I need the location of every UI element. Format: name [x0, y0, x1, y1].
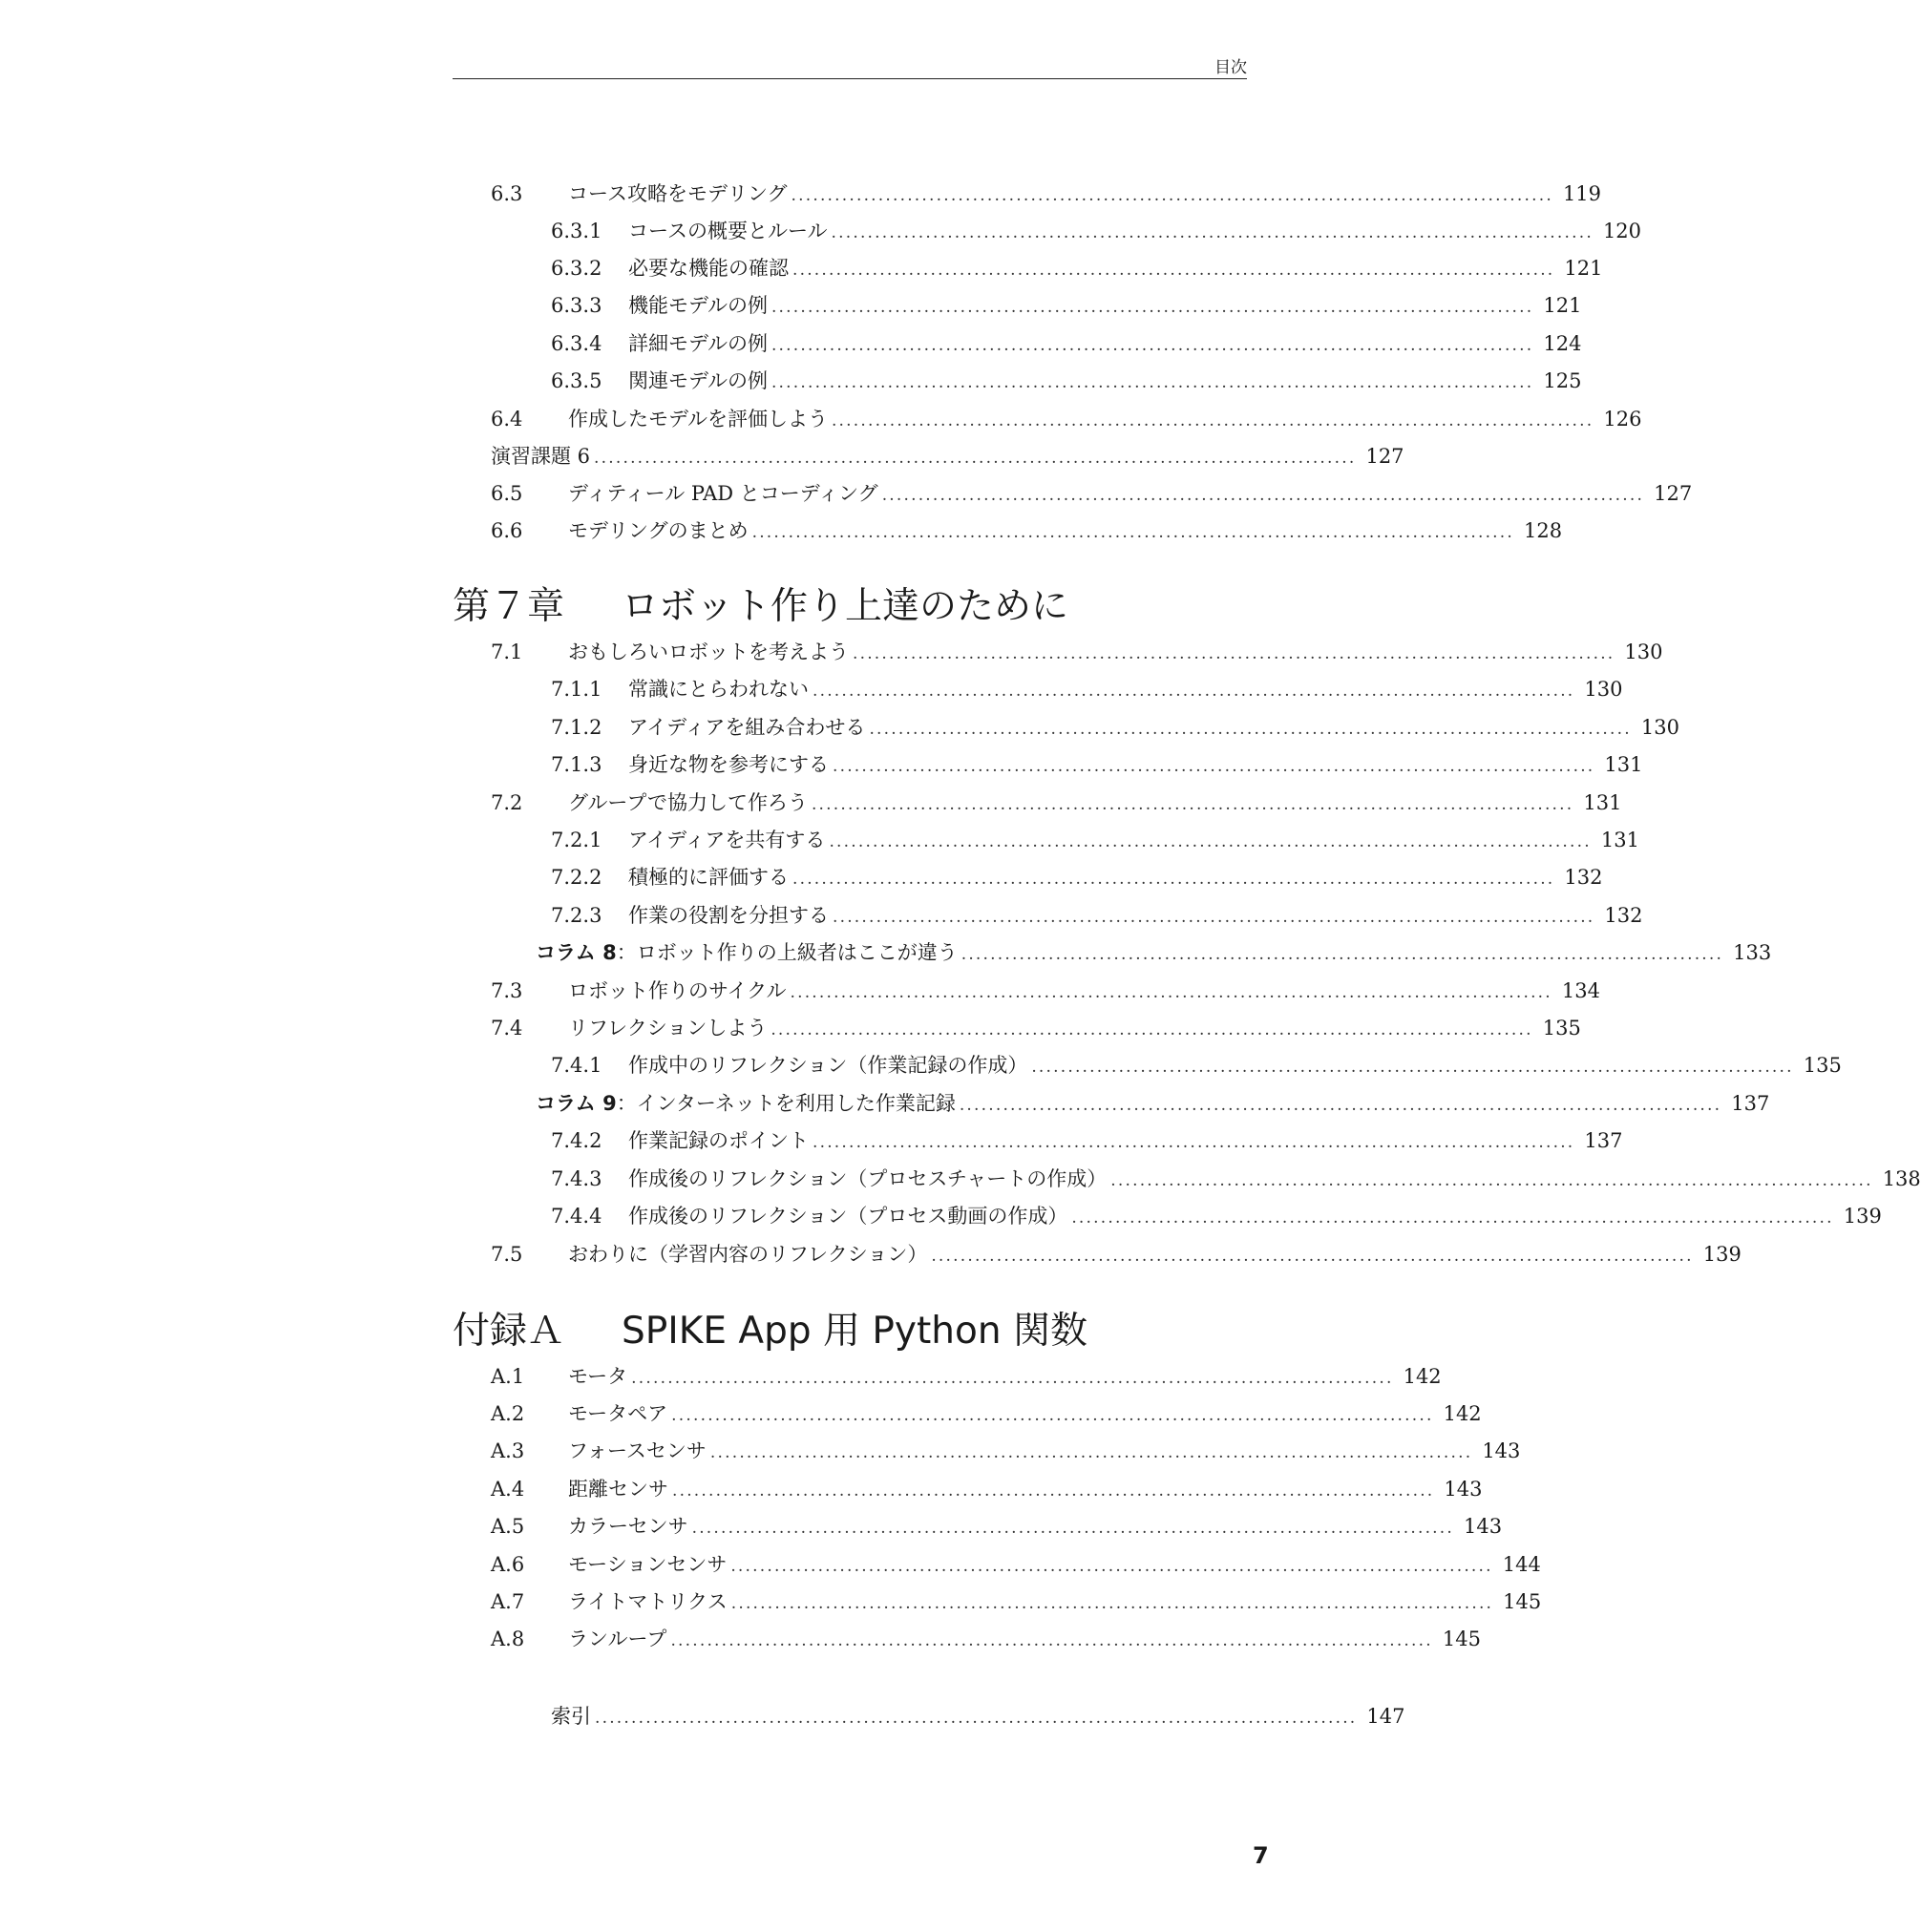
- toc-number: 6.3: [491, 182, 523, 205]
- toc-page: 145: [1442, 1628, 1481, 1650]
- toc-entry[interactable]: [0, 1512, 1503, 1541]
- dot-leader: .........................................................................................................: [853, 644, 1615, 663]
- toc-page: 131: [1583, 791, 1622, 814]
- toc-page: 127: [1654, 482, 1693, 505]
- toc-number: 6.3.1: [551, 220, 602, 242]
- toc-entry[interactable]: [0, 1202, 1882, 1230]
- toc-page: 134: [1561, 979, 1600, 1002]
- toc-entry[interactable]: [0, 291, 1582, 320]
- toc-page: 120: [1602, 220, 1642, 242]
- toc-number: A.7: [491, 1590, 525, 1613]
- toc-entry[interactable]: [0, 1240, 1742, 1269]
- toc-page: 142: [1443, 1402, 1482, 1425]
- toc-page: 131: [1600, 829, 1639, 851]
- dot-leader: .........................................................................................................: [771, 336, 1534, 355]
- toc-page: 126: [1603, 408, 1642, 430]
- toc-number: 6.6: [491, 519, 523, 542]
- toc-entry[interactable]: [0, 750, 1643, 779]
- toc-title: モデリングのまとめ: [568, 519, 749, 542]
- toc-entry[interactable]: [0, 479, 1693, 508]
- toc-page: 130: [1584, 678, 1623, 701]
- dot-leader: .........................................................................................................: [730, 1594, 1494, 1613]
- toc-number: A.3: [491, 1439, 525, 1462]
- toc-page: 119: [1562, 182, 1602, 205]
- toc-title: 作成後のリフレクション（プロセスチャートの作成）: [628, 1167, 1108, 1190]
- toc-number: 6.3.3: [551, 294, 602, 317]
- dot-leader: .........................................................................................................: [1031, 1058, 1794, 1077]
- toc-entry[interactable]: [0, 1475, 1483, 1503]
- toc-entry[interactable]: [0, 675, 1623, 704]
- column-label: コラム 8: [536, 941, 617, 964]
- toc-page: 143: [1444, 1478, 1483, 1501]
- toc-number: 7.2.2: [551, 866, 602, 889]
- dot-leader: .........................................................................................................: [595, 1709, 1358, 1728]
- toc-title: ロボット作りのサイクル: [568, 979, 787, 1002]
- toc-title: 作業記録のポイント: [628, 1129, 809, 1152]
- toc-number: 7.1: [491, 640, 523, 663]
- toc-title: 常識にとらわれない: [628, 678, 809, 701]
- toc-number: 6.3.5: [551, 369, 602, 392]
- toc-entry[interactable]: [0, 976, 1600, 1005]
- toc-title: フォースセンサ: [568, 1439, 707, 1462]
- toc-entry-column[interactable]: [0, 1089, 1770, 1118]
- toc-number: 6.3.4: [551, 332, 602, 355]
- dot-leader: .........................................................................................................: [931, 1247, 1694, 1266]
- toc-number: 7.4.4: [551, 1205, 602, 1228]
- toc-page: 138: [1882, 1167, 1921, 1190]
- toc-title: 演習課題 6: [491, 445, 591, 468]
- dot-leader: .........................................................................................................: [771, 1020, 1533, 1040]
- toc-page: 135: [1542, 1017, 1581, 1040]
- toc-number: A.4: [491, 1478, 525, 1501]
- toc-title: アイディアを共有する: [628, 829, 826, 851]
- toc-page: 142: [1403, 1365, 1442, 1388]
- toc-entry[interactable]: [0, 1362, 1442, 1391]
- toc-entry[interactable]: [0, 405, 1642, 433]
- toc-title: ディティール PAD とコーディング: [568, 482, 878, 505]
- toc-page: 143: [1464, 1515, 1503, 1538]
- dot-leader: .........................................................................................................: [1110, 1171, 1873, 1190]
- toc-number: 7.5: [491, 1243, 523, 1266]
- toc-number: A.2: [491, 1402, 525, 1425]
- appendix-heading[interactable]: [453, 1308, 1087, 1355]
- toc-title: ライトマトリクス: [568, 1590, 728, 1613]
- toc-page: 130: [1640, 716, 1679, 739]
- toc-title: ：インターネットを利用した作業記録: [616, 1092, 956, 1115]
- toc-title: 作成後のリフレクション（プロセス動画の作成）: [628, 1205, 1068, 1228]
- toc-number: A.1: [491, 1365, 525, 1388]
- toc-number: 7.2.1: [551, 829, 602, 851]
- toc-title: 身近な物を参考にする: [628, 753, 829, 776]
- toc-page: 125: [1543, 369, 1582, 392]
- toc-entry[interactable]: [0, 901, 1643, 930]
- toc-page: 135: [1803, 1054, 1842, 1077]
- toc-page: 130: [1624, 640, 1663, 663]
- toc-title: モーションセンサ: [568, 1553, 728, 1576]
- toc-title: 作成中のリフレクション（作業記録の作成）: [628, 1054, 1028, 1077]
- toc-title: 積極的に評価する: [628, 866, 789, 889]
- toc-page: 133: [1733, 941, 1772, 964]
- dot-leader: .........................................................................................................: [833, 908, 1595, 927]
- toc-number: 7.1.1: [551, 678, 602, 701]
- toc-title: コースの概要とルール: [628, 220, 828, 242]
- toc-title: カラーセンサ: [568, 1515, 688, 1538]
- toc-entry[interactable]: [0, 1165, 1921, 1193]
- chapter-heading[interactable]: [453, 583, 1068, 631]
- toc-title: 関連モデルの例: [628, 369, 768, 392]
- toc-page: 124: [1543, 332, 1582, 355]
- appendix-title: SPIKE App 用 Python 関数: [622, 1310, 1087, 1353]
- toc-title: おわりに（学習内容のリフレクション）: [568, 1243, 928, 1266]
- toc-page: 143: [1482, 1439, 1521, 1462]
- toc-title: 索引: [551, 1705, 591, 1728]
- toc-entry[interactable]: [0, 826, 1639, 854]
- toc-page: 145: [1503, 1590, 1542, 1613]
- toc-entry[interactable]: [0, 788, 1622, 817]
- chapter-label: 第７章: [453, 585, 565, 628]
- toc-number: 6.4: [491, 408, 523, 430]
- toc-entry[interactable]: [0, 713, 1679, 742]
- toc-number: 7.1.2: [551, 716, 602, 739]
- toc-title: 詳細モデルの例: [628, 332, 768, 355]
- appendix-label: 付録Ａ: [453, 1310, 565, 1353]
- dot-leader: .........................................................................................................: [771, 298, 1534, 317]
- toc-number: A.6: [491, 1553, 525, 1576]
- toc-entry-column[interactable]: [0, 938, 1772, 967]
- toc-entry[interactable]: [0, 1014, 1581, 1042]
- toc-entry[interactable]: [0, 1399, 1482, 1428]
- dot-leader: .........................................................................................................: [594, 449, 1357, 468]
- toc-page: 137: [1584, 1129, 1623, 1152]
- toc-page: 139: [1843, 1205, 1882, 1228]
- dot-leader: .........................................................................................................: [631, 1369, 1394, 1388]
- toc-number: A.5: [491, 1515, 525, 1538]
- toc-page: 132: [1604, 904, 1643, 927]
- toc-entry[interactable]: [0, 329, 1582, 358]
- toc-page: 137: [1731, 1092, 1770, 1115]
- dot-leader: .........................................................................................................: [813, 1133, 1575, 1152]
- toc-page: 121: [1564, 257, 1603, 280]
- toc-title: モータペア: [568, 1402, 668, 1425]
- toc-title: 作成したモデルを評価しよう: [568, 408, 828, 430]
- dot-leader: .........................................................................................................: [791, 186, 1553, 205]
- toc-page: 121: [1543, 294, 1582, 317]
- toc-title: ランループ: [568, 1628, 667, 1650]
- toc-page: 144: [1502, 1553, 1541, 1576]
- toc-title: 距離センサ: [568, 1478, 668, 1501]
- toc-page: 132: [1564, 866, 1603, 889]
- toc-entry[interactable]: [0, 442, 1404, 471]
- dot-leader: .........................................................................................................: [751, 523, 1514, 542]
- toc-entry[interactable]: [0, 367, 1582, 395]
- toc-entry[interactable]: [0, 217, 1642, 245]
- toc-entry[interactable]: [0, 1437, 1521, 1465]
- toc-title: コース攻略をモデリング: [568, 182, 788, 205]
- dot-leader: .........................................................................................................: [869, 720, 1632, 739]
- toc-title: ：ロボット作りの上級者はここが違う: [616, 941, 958, 964]
- dot-leader: .........................................................................................................: [771, 373, 1534, 392]
- running-head: [453, 53, 1247, 79]
- toc-page: 147: [1366, 1705, 1405, 1728]
- dot-leader: .........................................................................................................: [792, 870, 1555, 889]
- toc-entry[interactable]: [0, 1587, 1542, 1616]
- dot-leader: .........................................................................................................: [831, 223, 1594, 242]
- toc-entry[interactable]: [0, 516, 1563, 545]
- dot-leader: .........................................................................................................: [672, 1481, 1435, 1501]
- toc-entry[interactable]: [0, 254, 1603, 283]
- toc-page: 128: [1524, 519, 1563, 542]
- toc-number: 7.2: [491, 791, 523, 814]
- dot-leader: .........................................................................................................: [1071, 1208, 1834, 1228]
- toc-number: 7.4: [491, 1017, 523, 1040]
- toc-page: 131: [1604, 753, 1643, 776]
- toc-entry[interactable]: [0, 179, 1602, 208]
- dot-leader: .........................................................................................................: [670, 1631, 1433, 1650]
- dot-leader: .........................................................................................................: [811, 795, 1574, 814]
- dot-leader: .........................................................................................................: [833, 757, 1595, 776]
- toc-title: グループで協力して作ろう: [568, 791, 808, 814]
- toc-title: モータ: [568, 1365, 628, 1388]
- dot-leader: .........................................................................................................: [730, 1557, 1493, 1576]
- toc-number: 7.3: [491, 979, 523, 1002]
- toc-entry-index[interactable]: [0, 1702, 1405, 1731]
- dot-leader: .........................................................................................................: [709, 1443, 1473, 1462]
- toc-number: 7.4.1: [551, 1054, 602, 1077]
- toc-title: 機能モデルの例: [628, 294, 768, 317]
- dot-leader: .........................................................................................................: [959, 1096, 1722, 1115]
- toc-title: リフレクションしよう: [568, 1017, 768, 1040]
- toc-entry[interactable]: [0, 863, 1603, 892]
- toc-title: おもしろいロボットを考えよう: [568, 640, 849, 663]
- toc-number: 7.2.3: [551, 904, 602, 927]
- toc-title: アイディアを組み合わせる: [628, 716, 866, 739]
- toc-number: 7.4.3: [551, 1167, 602, 1190]
- toc-entry[interactable]: [0, 1625, 1481, 1653]
- page-number: 7: [1253, 1842, 1269, 1869]
- dot-leader: .........................................................................................................: [881, 486, 1645, 505]
- toc-page: 127: [1365, 445, 1404, 468]
- toc-title: 作業の役割を分担する: [628, 904, 829, 927]
- dot-leader: .........................................................................................................: [671, 1406, 1434, 1425]
- dot-leader: .........................................................................................................: [813, 682, 1575, 701]
- chapter-title: ロボット作り上達のために: [622, 585, 1069, 628]
- toc-page: 139: [1702, 1243, 1742, 1266]
- dot-leader: .........................................................................................................: [831, 411, 1594, 430]
- toc-number: 7.4.2: [551, 1129, 602, 1152]
- dot-leader: .........................................................................................................: [691, 1519, 1454, 1538]
- dot-leader: .........................................................................................................: [792, 261, 1555, 280]
- dot-leader: .........................................................................................................: [960, 945, 1724, 964]
- running-title: 目次: [1214, 58, 1247, 77]
- toc-entry[interactable]: [0, 638, 1663, 666]
- toc-entry[interactable]: [0, 1550, 1541, 1579]
- toc-number: A.8: [491, 1628, 525, 1650]
- toc-entry[interactable]: [0, 1126, 1623, 1155]
- toc-entry[interactable]: [0, 1051, 1842, 1080]
- toc-number: 6.3.2: [551, 257, 602, 280]
- toc-number: 6.5: [491, 482, 523, 505]
- toc-number: 7.1.3: [551, 753, 602, 776]
- dot-leader: .........................................................................................................: [829, 832, 1592, 851]
- column-label: コラム 9: [536, 1092, 617, 1115]
- toc-title: 必要な機能の確認: [628, 257, 789, 280]
- dot-leader: .........................................................................................................: [790, 983, 1552, 1002]
